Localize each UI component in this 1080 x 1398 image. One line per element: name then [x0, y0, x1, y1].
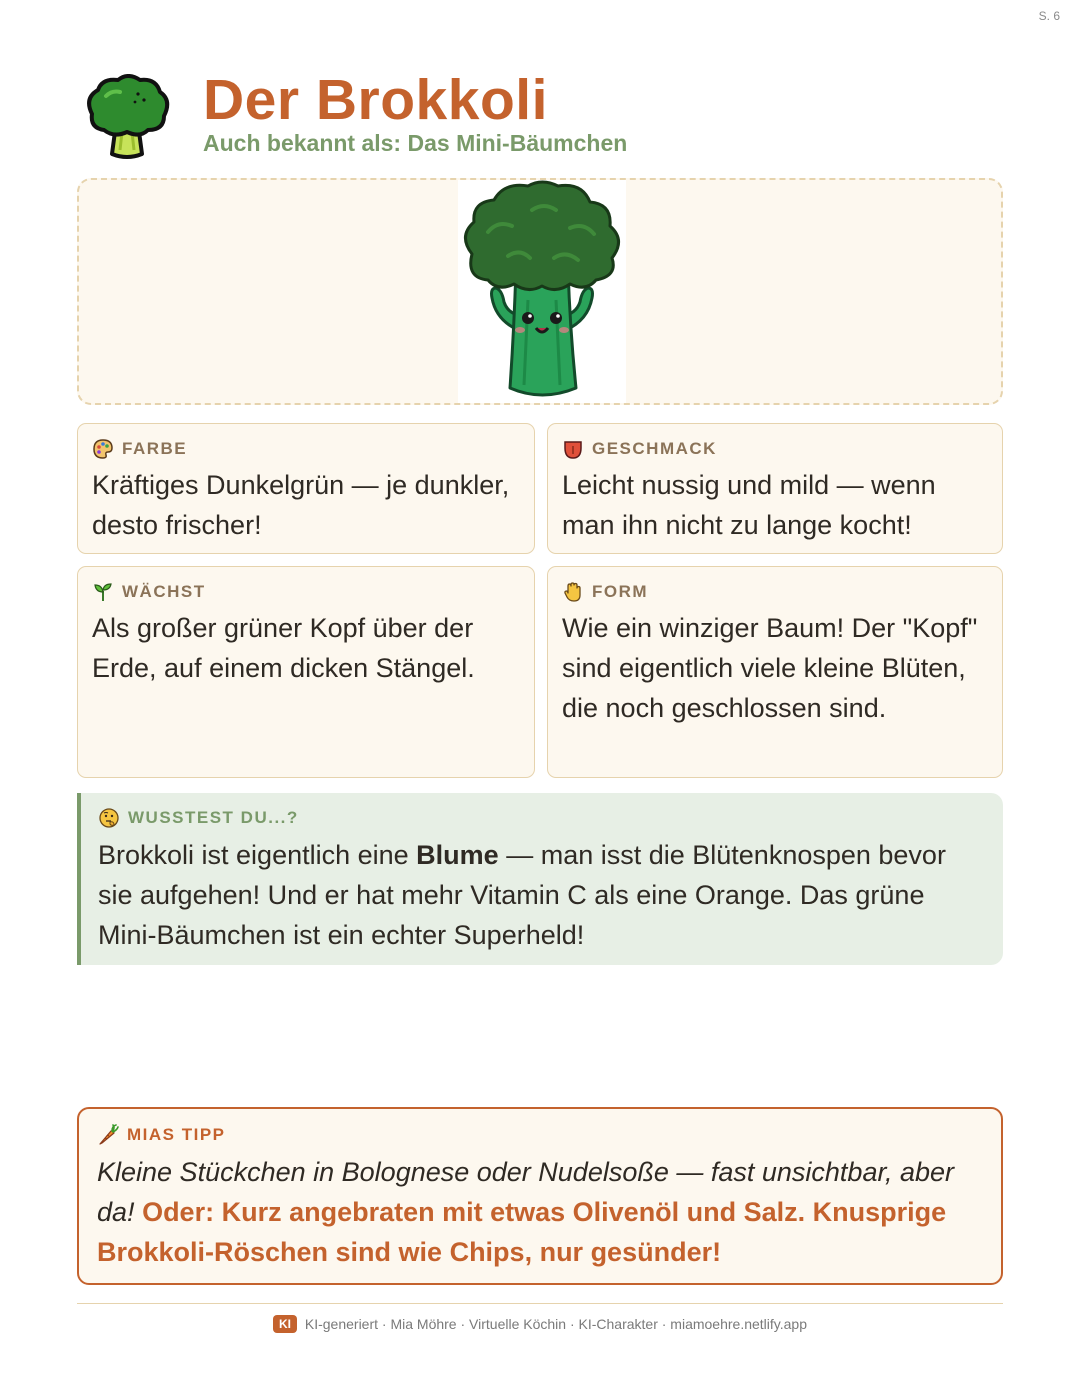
tip-text: Kleine Stückchen in Bolognese oder Nudelsoße — fast unsichtbar, aber da! Oder: Kurz angebraten mit etwas Olivenöl und Salz. Knusprige Brokkoli-Röschen sind wie Chips, nur gesünder!	[97, 1157, 955, 1267]
footer-divider	[77, 1303, 1003, 1304]
palette-icon	[92, 438, 114, 460]
fun-fact-box	[77, 793, 1003, 965]
info-card-farbe	[77, 423, 535, 554]
carrot-icon	[97, 1124, 119, 1146]
info-card-waechst	[77, 566, 535, 778]
info-card-geschmack	[547, 423, 1003, 554]
fact-highlight: Blume	[416, 840, 499, 870]
hero-image-frame	[77, 178, 1003, 405]
tip-box	[77, 1107, 1003, 1285]
thinking-face-icon	[98, 807, 120, 829]
page-title: Der Brokkoli	[203, 68, 548, 132]
page-number: S. 6	[1038, 9, 1060, 23]
card-label: FORM	[592, 582, 649, 601]
card-text: Leicht nussig und mild — wenn man ihn nicht zu lange kocht!	[562, 470, 936, 540]
seedling-icon	[92, 581, 114, 603]
tip-label: MIAS TIPP	[127, 1125, 226, 1144]
ki-badge: KI	[273, 1315, 297, 1333]
card-label: WÄCHST	[122, 582, 206, 601]
fact-label: WUSSTEST DU...?	[128, 808, 299, 827]
header	[82, 70, 1002, 162]
card-label: FARBE	[122, 439, 188, 458]
footer	[0, 1315, 1080, 1333]
card-text: Kräftiges Dunkelgrün — je dunkler, desto frischer!	[92, 470, 510, 540]
card-label: GESCHMACK	[592, 439, 717, 458]
broccoli-character-illustration	[458, 180, 626, 405]
info-card-form	[547, 566, 1003, 778]
tip-highlight: Oder: Kurz angebraten mit etwas Olivenöl und Salz. Knusprige Brokkoli-Röschen sind wie Chips, nur gesünder!	[97, 1197, 947, 1267]
card-text: Wie ein winziger Baum! Der "Kopf" sind eigentlich viele kleine Blüten, die noch geschlossen sind.	[562, 613, 978, 723]
tongue-icon	[562, 438, 584, 460]
footer-text: KI-generiert · Mia Möhre · Virtuelle Köchin · KI-Charakter · miamoehre.netlify.app	[304, 1316, 807, 1332]
page-subtitle: Auch bekannt als: Das Mini-Bäumchen	[203, 130, 628, 156]
hand-icon	[562, 581, 584, 603]
broccoli-icon	[82, 74, 172, 160]
card-text: Als großer grüner Kopf über der Erde, auf einem dicken Stängel.	[92, 613, 475, 683]
fact-text: Brokkoli ist eigentlich eine Blume — man isst die Blütenknospen bevor sie aufgehen! Und er hat mehr Vitamin C als eine Orange. Das grüne Mini-Bäumchen ist ein echter Superheld!	[98, 840, 946, 950]
